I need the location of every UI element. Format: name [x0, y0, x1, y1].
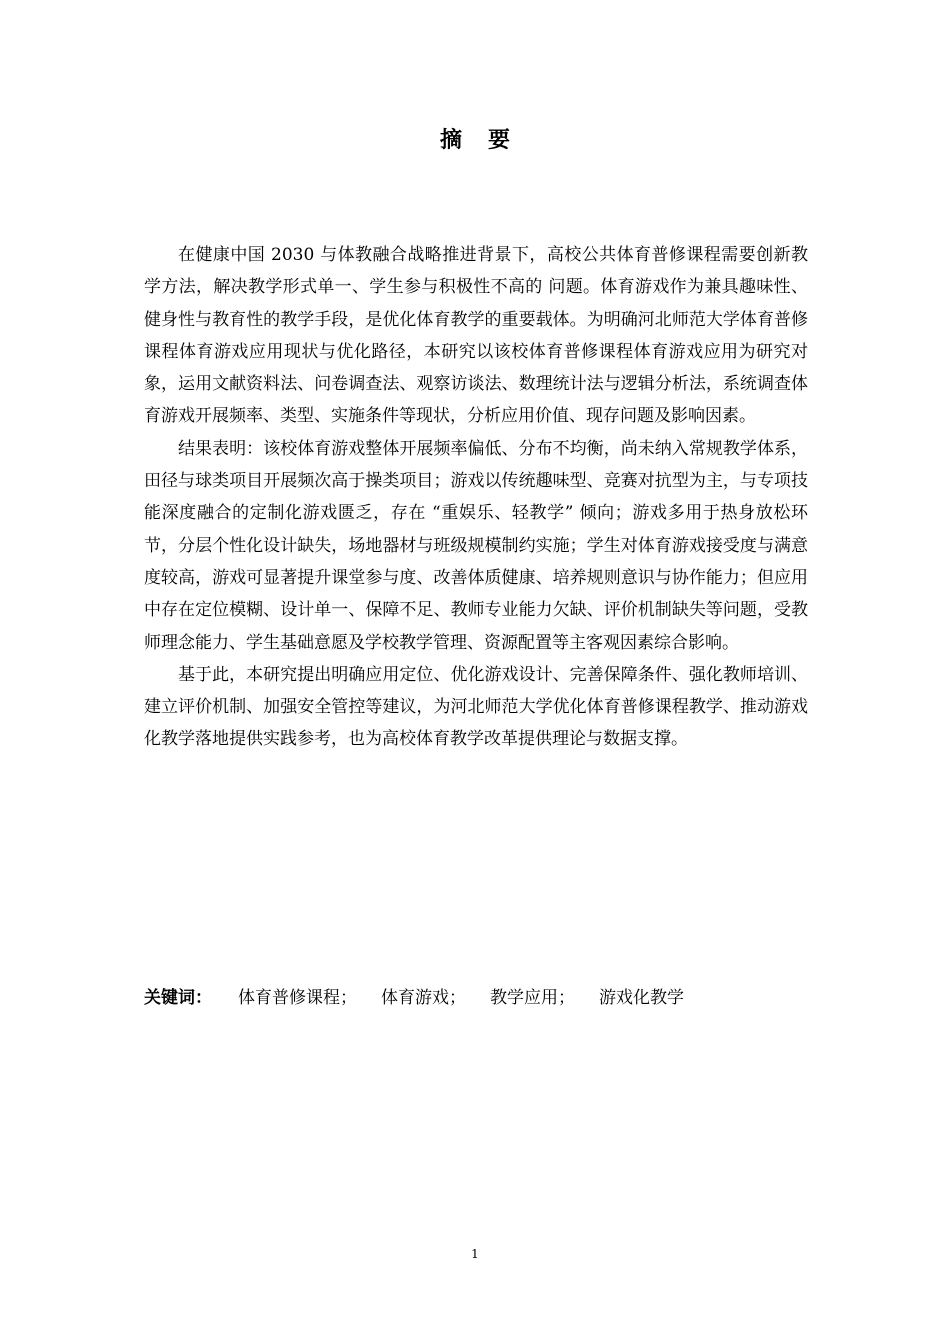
abstract-paragraph-2: 结果表明：该校体育游戏整体开展频率偏低、分布不均衡，尚未纳入常规教学体系，田径与球类项目开展频次高于操类项目；游戏以传统趣味型、竞赛对抗型为主，与专项技能深度融合的定制化游戏匮乏，存在 “重娱乐、轻教学” 倾向；游戏多用于热身放松环节，分层个性化设计缺失，场地器材与班级规模制约实施；学生对体育游戏接受度与满意度较高，游戏可显著提升课堂参与度、改善体质健康、培养规则意识与协作能力；但应用中存在定位模糊、设计单一、保障不足、教师专业能力欠缺、评价机制缺失等问题，受教师理念能力、学生基础意愿及学校教学管理、资源配置等主客观因素综合影响。 [144, 438, 808, 653]
keyword-2: 体育游戏； [381, 988, 466, 1008]
keyword-3: 教学应用； [490, 988, 575, 1008]
abstract-title: 摘要 [439, 128, 536, 153]
keywords-line [144, 983, 808, 1013]
keyword-4: 游戏化教学 [599, 988, 684, 1008]
abstract-paragraph-3: 基于此，本研究提出明确应用定位、优化游戏设计、完善保障条件、强化教师培训、建立评价机制、加强安全管控等建议，为河北师范大学优化体育普修课程教学、推动游戏化教学落地提供实践参考，也为高校体育教学改革提供理论与数据支撑。 [144, 664, 808, 750]
keyword-1: 体育普修课程； [238, 988, 357, 1008]
keywords-label: 关键词： [144, 988, 212, 1008]
abstract-paragraph-1: 在健康中国 2030 与体教融合战略推进背景下，高校公共体育普修课程需要创新教学方法，解决教学形式单一、学生参与积极性不高的 问题。体育游戏作为兼具趣味性、健身性与教育性的教学手段，是优化体育教学的重要载体。为明确河北师范大学体育普修课程体育游戏应用现状与优化路径，本研究以该校体育普修课程体育游戏应用为研究对象，运用文献资料法、问卷调查法、观察访谈法、数理统计法与逻辑分析法，系统调查体育游戏开展频率、类型、实施条件等现状，分析应用价值、现存问题及影响因素。 [144, 245, 808, 427]
page-number: 1 [471, 1247, 479, 1261]
abstract-body [144, 239, 808, 756]
